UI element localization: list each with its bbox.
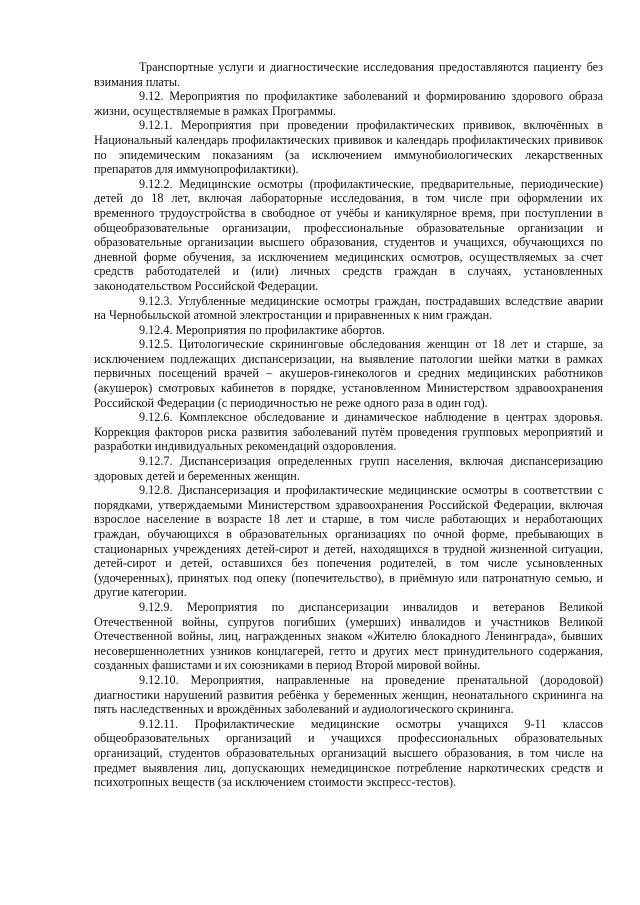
paragraph-9-12: 9.12. Мероприятия по профилактике заболеваний и формированию здорового образа жизни, осуществляемые в рамках Программы.: [94, 89, 603, 118]
paragraph-9-12-8: 9.12.8. Диспансеризация и профилактические медицинские осмотры в соответствии с порядками, утверждаемыми Министерством здравоохранения Российской Федерации, включая взрослое население в возрасте 18 лет и старше, в том числе работающих и неработающих граждан, обучающихся в образовательных организациях по очной форме, пребывающих в стационарных учреждениях детей-сирот и детей, находящихся в трудной жизненной ситуации, детей-сирот и детей, оставшихся без попечения родителей, в том числе усыновленных (удочеренных), принятых под опеку (попечительство), в приёмную или патронатную семью, и другие категории.: [94, 483, 603, 600]
paragraph-9-12-3: 9.12.3. Углубленные медицинские осмотры граждан, пострадавших вследствие аварии на Чернобыльской атомной электростанции и приравненных к ним граждан.: [94, 293, 603, 323]
paragraph-9-12-7: 9.12.7. Диспансеризация определенных групп населения, включая диспансеризацию здоровых детей и беременных женщин.: [94, 454, 603, 483]
paragraph-9-12-2: 9.12.2. Медицинские осмотры (профилактические, предварительные, периодические) детей до 18 лет, включая лабораторные исследования, в том числе при оформлении их временного трудоустройства в свободное от учёбы и каникулярное время, при поступлении в общеобразовательные организации, профессиональные образовательные организации и образовательные организации высшего образования, студентов и учащихся, обучающихся по дневной форме обучения, за исключением медицинских осмотров, осуществляемых за счет средств работодателей и (или) личных средств граждан в случаях, установленных законодательством Российской Федерации.: [94, 176, 603, 293]
paragraph-9-12-11: 9.12.11. Профилактические медицинские осмотры учащихся 9-11 классов общеобразовательных организаций и учащихся профессиональных образовательных организаций, студентов образовательных организаций высшего образования, в том числе на предмет выявления лиц, допускающих немедицинское потребление наркотических средств и психотропных веществ (за исключением стоимости экспресс-тестов).: [94, 716, 603, 790]
paragraph-transport-services: Транспортные услуги и диагностические исследования предоставляются пациенту без взимания платы.: [94, 60, 603, 89]
paragraph-9-12-4: 9.12.4. Мероприятия по профилактике абортов.: [139, 322, 385, 337]
paragraph-9-12-5: 9.12.5. Цитологические скрининговые обследования женщин от 18 лет и старше, за исключением подлежащих диспансеризации, на выявление патологии шейки матки в рамках первичных посещений врачей – акушеров-гинекологов и средних медицинских работников (акушерок) смотровых кабинетов в порядке, установленном Министерством здравоохранения Российской Федерации (с периодичностью не реже одного раза в один год).: [94, 337, 603, 410]
paragraph-9-12-1: 9.12.1. Мероприятия при проведении профилактических прививок, включённых в Национальный календарь профилактических прививок и календарь профилактических прививок по эпидемическим показаниям (за исключением иммунобиологических лекарственных препаратов для иммунопрофилактики).: [94, 118, 603, 177]
paragraph-9-12-9: 9.12.9. Мероприятия по диспансеризации инвалидов и ветеранов Великой Отечественной войны, супругов погибших (умерших) инвалидов и участников Великой Отечественной войны, лиц, награжденных знаком «Жителю блокадного Ленинграда», бывших несовершеннолетних узников концлагерей, гетто и других мест принудительного содержания, созданных фашистами и их союзниками в период Второй мировой войны.: [94, 599, 603, 673]
paragraph-9-12-6: 9.12.6. Комплексное обследование и динамическое наблюдение в центрах здоровья. Коррекция факторов риска развития заболеваний путём проведения групповых мероприятий и разработки индивидуальных рекомендаций оздоровления.: [94, 410, 603, 454]
paragraph-9-12-10: 9.12.10. Мероприятия, направленные на проведение пренатальной (дородовой) диагностики нарушений развития ребёнка у беременных женщин, неонатального скрининга на пять наследственных и врождённых заболеваний и аудиологического скрининга.: [94, 672, 603, 717]
